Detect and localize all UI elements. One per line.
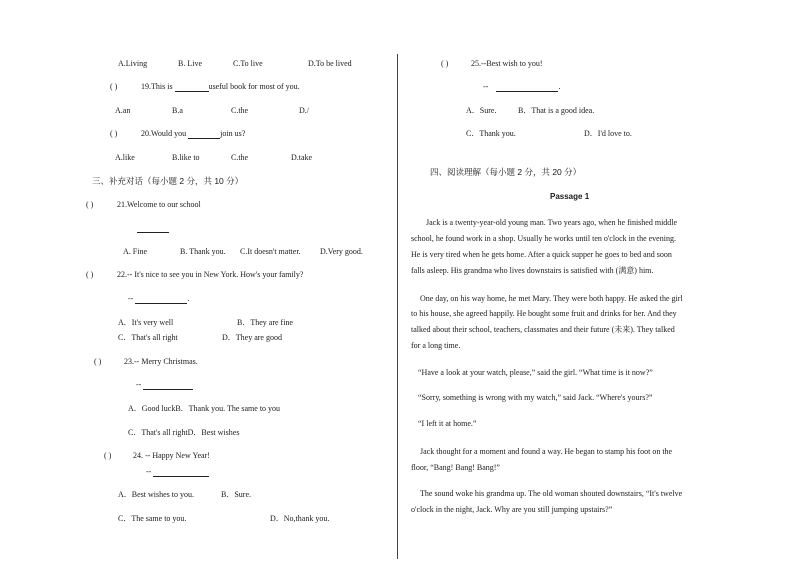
- passage-line: One day, on his way home, he met Mary. They were both happy. He asked the girl: [420, 294, 683, 303]
- passage-line: Jack is a twenty-year-old young man. Two years ago, when he finished middle: [426, 218, 678, 227]
- q19-pre: 19.This is: [141, 82, 173, 91]
- q23-paren: ( ): [94, 357, 102, 366]
- q19-option-d: D./: [299, 106, 309, 115]
- q24-reply-dash: --: [146, 467, 152, 476]
- q19-option-b: B.a: [172, 106, 183, 115]
- section4-heading: 四、阅读理解（每小题 2 分，共 20 分）: [430, 167, 582, 177]
- passage-line: He is very tired when he gets home. After a quick supper he goes to bed and soon: [411, 250, 672, 259]
- q24-option-d: D．No,thank you.: [270, 514, 330, 523]
- q24-stem: 24. -- Happy New Year!: [133, 451, 210, 460]
- q21-option-a: A. Fine: [123, 247, 147, 256]
- q19-post: useful book for most of you.: [208, 82, 300, 91]
- q24-option-b: B．Sure.: [221, 490, 251, 499]
- q23-stem: 23.-- Merry Christmas.: [124, 357, 198, 366]
- q22-reply-dash: --: [128, 294, 134, 303]
- passage-line: talked about their school, teachers, classmates and their future (未来). They talked: [411, 325, 675, 334]
- q20-stem: [141, 129, 245, 139]
- q25-paren: ( ): [441, 59, 449, 68]
- q20-paren: ( ): [110, 129, 118, 138]
- q21-answer-blank[interactable]: [137, 224, 169, 233]
- q21-option-c: C.It doesn't matter.: [240, 247, 301, 256]
- q22-stem: 22.-- It's nice to see you in New York. How's your family?: [117, 270, 304, 279]
- passage-line: falls asleep. His grandma who lives downstairs is satisfied with (满意) him.: [411, 266, 654, 275]
- column-divider: [397, 54, 398, 559]
- q19-option-c: C.the: [231, 106, 249, 115]
- passage-line: school, he found work in a shop. Usually he works until ten o'clock in the evening.: [411, 234, 676, 243]
- q20-option-a: A.like: [115, 153, 135, 162]
- q18-option-a: A.Living: [118, 59, 148, 68]
- q22-reply: -- .: [128, 294, 190, 303]
- q18-option-c: C.To live: [233, 59, 263, 68]
- q22-option-c: C．That's all right: [118, 333, 178, 342]
- passage-line: “Sorry, something is wrong with my watch,” said Jack. “Where's yours?”: [418, 393, 653, 402]
- q20-blank[interactable]: [188, 130, 220, 139]
- q21-stem: 21.Welcome to our school: [117, 200, 201, 209]
- q25-reply-blank[interactable]: [496, 83, 558, 92]
- q22-option-a: A．It's very well: [118, 318, 174, 327]
- q20-option-b: B.like to: [172, 153, 200, 162]
- q22-option-d: D．They are good: [222, 333, 282, 342]
- section3-heading: 三、补充对话（每小题 2 分，共 10 分）: [92, 176, 244, 186]
- q20-pre: 20.Would you: [141, 129, 187, 138]
- q19-stem: [141, 82, 300, 92]
- q22-paren: ( ): [86, 270, 94, 279]
- q23-reply-blank[interactable]: [143, 381, 193, 390]
- q18-option-b: B. Live: [178, 59, 202, 68]
- q24-reply-blank[interactable]: [153, 468, 209, 477]
- q20-option-d: D.take: [291, 153, 313, 162]
- q25-option-b: B．That is a good idea.: [518, 106, 595, 115]
- q19-blank[interactable]: [175, 83, 209, 92]
- q25-reply: -- .: [483, 82, 561, 91]
- passage-title: Passage 1: [550, 192, 590, 201]
- q24-reply: [146, 467, 209, 477]
- q25-option-a: A．Sure.: [466, 106, 497, 115]
- q21-option-b: B. Thank you.: [180, 247, 226, 256]
- passage-line: for a long time.: [411, 341, 461, 350]
- q20-option-c: C.the: [231, 153, 249, 162]
- q23-reply: [136, 380, 193, 390]
- q21-paren: ( ): [86, 200, 94, 209]
- q18-option-d: D.To be lived: [308, 59, 352, 68]
- q24-option-a: A．Best wishes to you.: [118, 490, 194, 499]
- q19-paren: ( ): [110, 82, 118, 91]
- passage-line: “Have a look at your watch, please,” said the girl. “What time is it now?”: [418, 368, 653, 377]
- passage-line: o'clock in the night, Jack. Why are you still jumping upstairs?”: [411, 505, 613, 514]
- q23-option-cd: C．That's all rightD．Best wishes: [128, 428, 240, 437]
- passage-line: floor, “Bang! Bang! Bang!”: [411, 463, 500, 472]
- q23-reply-dash: --: [136, 380, 142, 389]
- passage-line: Jack thought for a moment and found a way. He began to stamp his foot on the: [420, 447, 673, 456]
- passage-line: to his house, she agreed happily. He bought some fruit and drinks for her. And they: [411, 309, 677, 318]
- q23-option-ab: A．Good luckB．Thank you. The same to you: [128, 404, 281, 413]
- q22-reply-blank[interactable]: [135, 295, 187, 304]
- passage-line: The sound woke his grandma up. The old woman shouted downstairs, “It's twelve: [420, 489, 683, 498]
- q25-option-d: D．I'd love to.: [584, 129, 632, 138]
- q21-option-d: D.Very good.: [320, 247, 363, 256]
- q20-post: join us?: [220, 129, 246, 138]
- q22-option-b: B．They are fine: [237, 318, 293, 327]
- q24-option-c: C．The same to you.: [118, 514, 187, 523]
- q25-option-c: C．Thank you.: [466, 129, 516, 138]
- passage-line: “I left it at home.”: [418, 419, 477, 428]
- q24-paren: ( ): [104, 451, 112, 460]
- q19-option-a: A.an: [115, 106, 131, 115]
- q25-stem: 25.--Best wish to you!: [471, 59, 543, 68]
- q25-reply-dash: --: [483, 82, 489, 91]
